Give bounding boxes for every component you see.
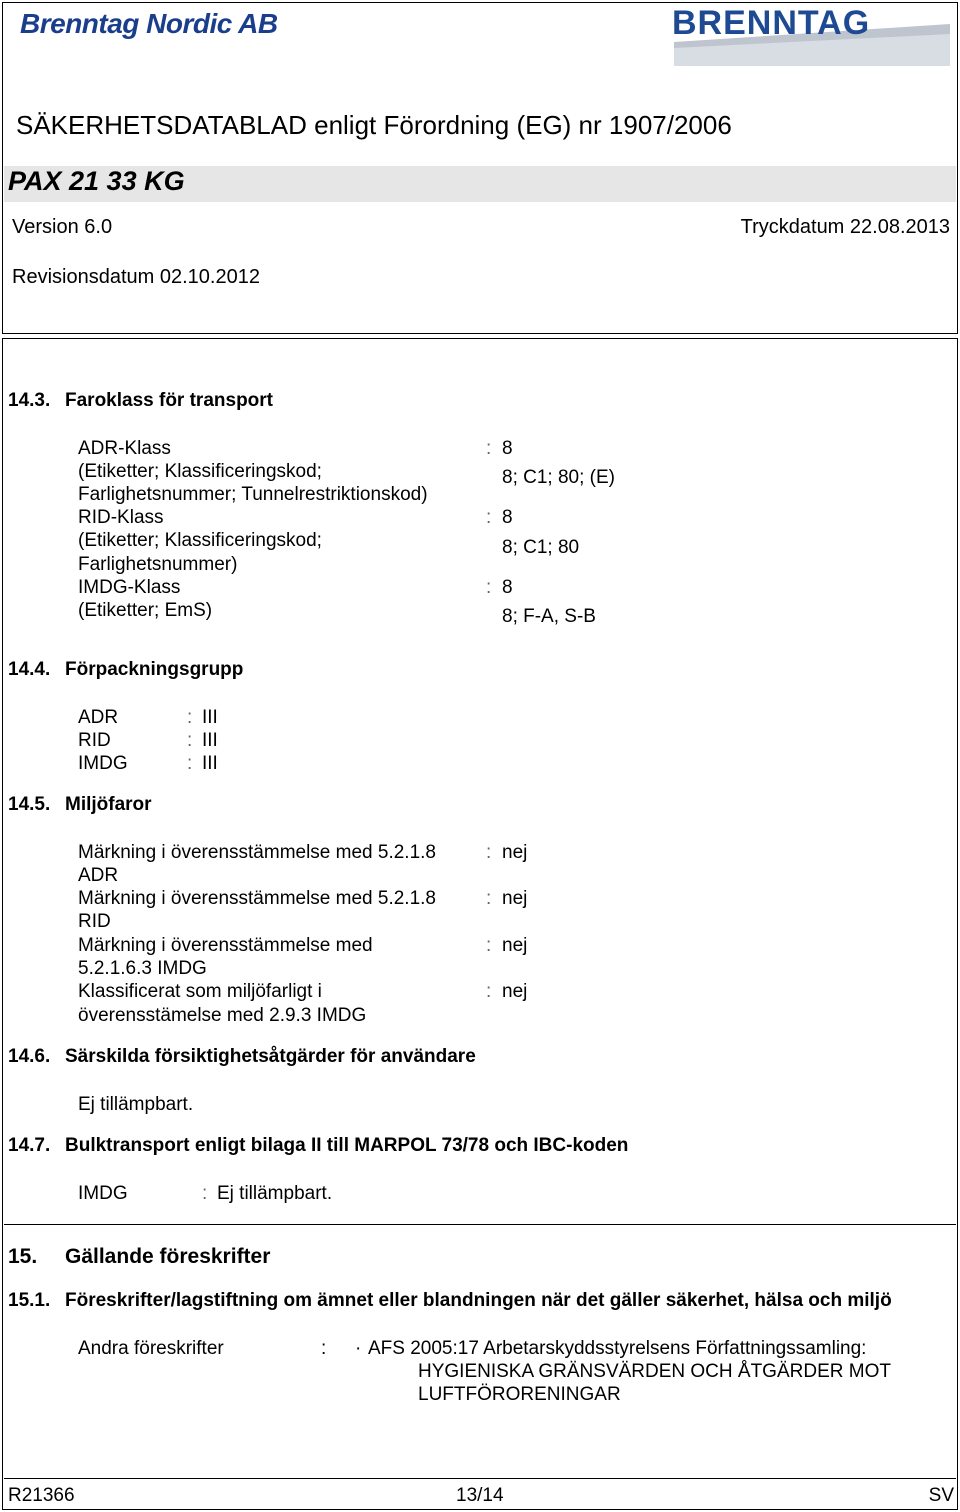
env-hazard-label: Märkning i överensstämmelse med 5.2.1.8 [78,888,436,909]
section-15-1-number: 15.1. [8,1290,51,1311]
imdg-class-label: (Etiketter; EmS) [78,600,213,621]
section-divider [4,1224,956,1225]
rid-class-value: 8 [502,507,513,528]
packing-group-label: IMDG [78,753,128,774]
imdg-class-value: 8 [502,577,513,598]
env-hazard-label: Klassificerat som miljöfarligt i [78,981,322,1002]
section-14-6-title: Särskilda försiktighetsåtgärder för användare [65,1046,476,1067]
logo-text: BRENNTAG [672,4,871,42]
rid-class-label: Farlighetsnummer) [78,554,238,575]
adr-class-label: (Etiketter; Klassificeringskod; [78,461,322,482]
env-hazard-label: RID [78,911,111,932]
imdg-class-label: IMDG-Klass [78,577,181,598]
bulk-transport-value: Ej tillämpbart. [217,1183,333,1204]
env-hazard-label: Märkning i överensstämmelse med 5.2.1.8 [78,842,436,863]
colon: : [187,707,193,728]
section-15-number: 15. [8,1245,38,1268]
adr-class-value: 8 [502,438,513,459]
packing-group-label: RID [78,730,111,751]
colon: : [321,1338,327,1359]
section-15-1-title: Föreskrifter/lagstiftning om ämnet eller blandningen när det gäller säkerhet, hälsa och miljö [65,1290,892,1311]
env-hazard-label: Märkning i överensstämmelse med [78,935,373,956]
other-regulations-label: Andra föreskrifter [78,1338,224,1359]
section-14-3-title: Faroklass för transport [65,390,273,411]
colon: : [486,842,492,863]
regulation-text: AFS 2005:17 Arbetarskyddsstyrelsens Författningssamling: [368,1338,867,1359]
user-precautions-text: Ej tillämpbart. [78,1094,194,1115]
colon: : [187,730,193,751]
env-hazard-label: 5.2.1.6.3 IMDG [78,958,207,979]
section-14-7-number: 14.7. [8,1135,51,1156]
section-14-7-title: Bulktransport enligt bilaga II till MARPOL 73/78 och IBC-koden [65,1135,629,1156]
section-14-4-title: Förpackningsgrupp [65,659,244,680]
footer-language: SV [928,1485,954,1506]
revision-date: Revisionsdatum 02.10.2012 [12,266,260,288]
section-14-4-number: 14.4. [8,659,51,680]
colon: : [187,753,193,774]
company-name: Brenntag Nordic AB [20,8,278,39]
section-15-title: Gällande föreskrifter [65,1245,271,1268]
packing-group-value: III [202,753,218,774]
env-hazard-label: överensstämelse med 2.9.3 IMDG [78,1005,367,1026]
env-hazard-value: nej [502,888,528,909]
section-14-5-title: Miljöfaror [65,794,152,815]
footer-divider [4,1478,956,1479]
adr-label-value: 8; C1; 80; (E) [502,467,615,488]
document-title: SÄKERHETSDATABLAD enligt Förordning (EG) nr 1907/2006 [16,110,732,140]
section-14-6-number: 14.6. [8,1046,51,1067]
colon: : [486,935,492,956]
packing-group-label: ADR [78,707,119,728]
imdg-label-value: 8; F-A, S-B [502,606,596,627]
section-14-3-number: 14.3. [8,390,51,411]
adr-class-label: ADR-Klass [78,438,171,459]
section-14-5-number: 14.5. [8,794,51,815]
print-date: Tryckdatum 22.08.2013 [740,216,950,238]
colon: : [202,1183,208,1204]
product-name: PAX 21 33 KG [8,166,185,196]
colon: : [486,981,492,1002]
regulation-text: HYGIENISKA GRÄNSVÄRDEN OCH ÅTGÄRDER MOT [418,1361,891,1382]
bullet: · [355,1338,362,1359]
colon: : [486,577,492,598]
regulation-text: LUFTFÖRORENINGAR [418,1384,621,1405]
footer-page: 13/14 [456,1485,504,1506]
colon: : [486,438,492,459]
footer-code: R21366 [8,1485,75,1506]
version: Version 6.0 [12,216,113,238]
env-hazard-label: ADR [78,865,119,886]
env-hazard-value: nej [502,981,528,1002]
adr-class-label: Farlighetsnummer; Tunnelrestriktionskod) [78,484,428,505]
colon: : [486,888,492,909]
rid-class-label: RID-Klass [78,507,164,528]
bulk-transport-label: IMDG [78,1183,128,1204]
packing-group-value: III [202,730,218,751]
rid-label-value: 8; C1; 80 [502,537,580,558]
rid-class-label: (Etiketter; Klassificeringskod; [78,530,322,551]
packing-group-value: III [202,707,218,728]
env-hazard-value: nej [502,935,528,956]
colon: : [486,507,492,528]
env-hazard-value: nej [502,842,528,863]
